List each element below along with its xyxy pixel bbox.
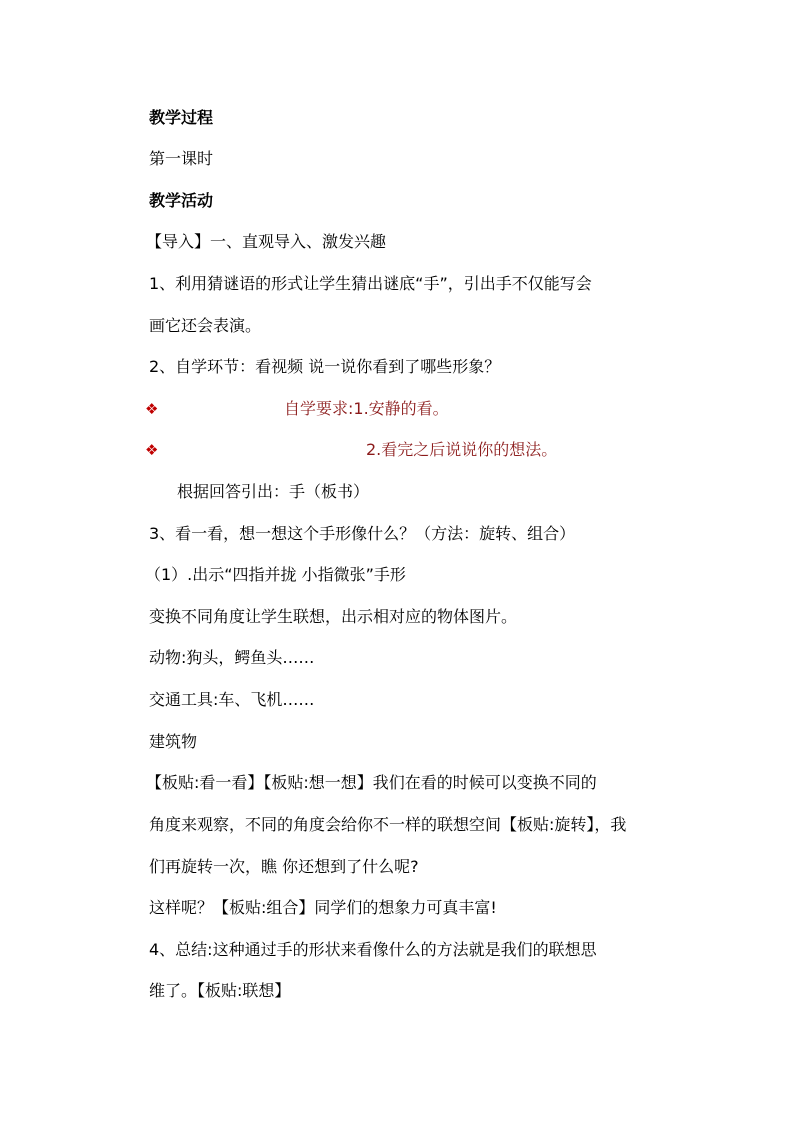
heading-teaching-activities: 教学活动 — [149, 191, 214, 210]
summary-paragraph-cont: 维了。【板贴:联想】 — [149, 981, 291, 1000]
transform-angles: 变换不同角度让学生联想，出示相对应的物体图片。 — [149, 607, 518, 626]
self-study-requirement-2: 2.看完之后说说你的想法。 — [366, 440, 558, 459]
buildings-label: 建筑物 — [149, 732, 198, 751]
transport-list: 交通工具:车、飞机…… — [149, 690, 315, 709]
bullet-icon: ❖ — [145, 400, 159, 418]
bullet-icon: ❖ — [145, 441, 159, 459]
step-1: （1）.出示“四指并拢 小指微张”手形 — [145, 565, 406, 584]
board-paragraph: 【板贴:看一看】【板贴:想一想】我们在看的时候可以变换不同的 — [146, 773, 597, 792]
paragraph-1-cont: 画它还会表演。 — [149, 316, 262, 335]
intro-section-title: 【导入】一、直观导入、激发兴趣 — [146, 232, 387, 251]
paragraph-2: 2、自学环节：看视频 说一说你看到了哪些形象？ — [149, 357, 501, 376]
answer-lead: 根据回答引出：手（板书） — [177, 482, 370, 501]
paragraph-1: 1、利用猜谜语的形式让学生猜出谜底“手”，引出手不仅能写会 — [149, 274, 592, 293]
self-study-requirement-1: 自学要求:1.安静的看。 — [284, 399, 449, 418]
board-paragraph-cont-2: 们再旋转一次，瞧 你还想到了什么呢? — [149, 857, 419, 876]
summary-paragraph: 4、总结:这种通过手的形状来看像什么的方法就是我们的联想思 — [149, 940, 597, 959]
animals-list: 动物:狗头，鳄鱼头…… — [149, 648, 315, 667]
session-label: 第一课时 — [149, 149, 214, 168]
paragraph-3: 3、看一看，想一想这个手形像什么？（方法：旋转、组合） — [149, 524, 576, 543]
board-paragraph-cont-1: 角度来观察，不同的角度会给你不一样的联想空间【板贴:旋转】，我 — [149, 815, 627, 834]
heading-teaching-process: 教学过程 — [149, 108, 214, 127]
combination-paragraph: 这样呢？【板贴:组合】同学们的想象力可真丰富! — [149, 898, 497, 917]
